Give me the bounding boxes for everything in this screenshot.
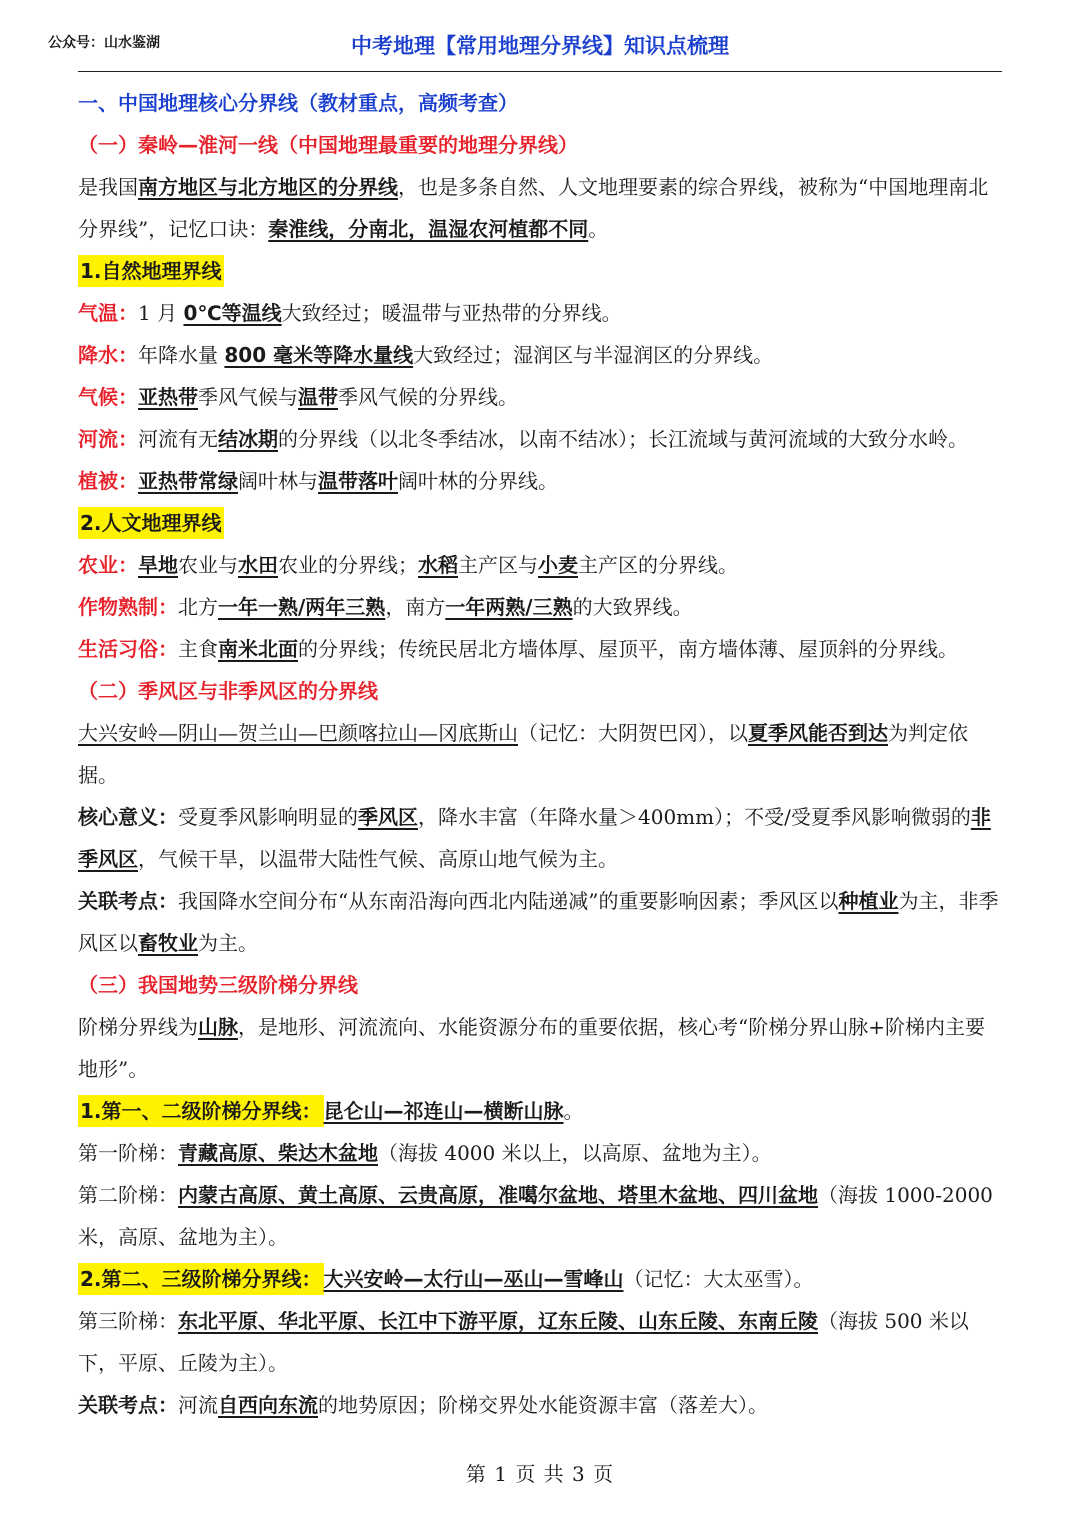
natural-heading: 1.自然地理界线 — [78, 255, 224, 287]
subsection-heading-qinling: （一）秦岭—淮河一线（中国地理最重要的地理分界线） — [78, 133, 578, 157]
key-term: 南方地区与北方地区的分界线 — [138, 175, 398, 199]
item-precipitation: 降水：年降水量 800 毫米等降水量线大致经过；湿润区与半湿润区的分界线。 — [78, 343, 774, 367]
terrain-related: 关联考点：河流自西向东流的地势原因；阶梯交界处水能资源丰富（落差大）。 — [78, 1393, 768, 1417]
item-agriculture: 农业：旱地农业与水田农业的分界线；水稻主产区与小麦主产区的分界线。 — [78, 553, 738, 577]
terrain-intro: 阶梯分界线为山脉，是地形、河流流向、水能资源分布的重要依据，核心考“阶梯分界山脉+阶梯内主要地形”。 — [78, 1015, 985, 1081]
qinling-intro: 是我国南方地区与北方地区的分界线，也是多条自然、人文地理要素的综合界线，被称为“中国地理南北分界线”，记忆口诀：秦淮线，分南北，温湿农河植都不同。 — [78, 175, 989, 241]
terrain-line-2: 2.第二、三级阶梯分界线： 大兴安岭—太行山—巫山—雪峰山（记忆：大太巫雪）。 — [78, 1258, 1002, 1300]
page-number: 第 1 页 共 3 页 — [465, 1462, 615, 1486]
terrain-step-2: 第二阶梯：内蒙古高原、黄土高原、云贵高原，准噶尔盆地、塔里木盆地、四川盆地（海拔 1000-2000 米，高原、盆地为主）。 — [78, 1183, 993, 1249]
item-river: 河流：河流有无结冰期的分界线（以北冬季结冰，以南不结冰）；长江流域与黄河流域的大致分水岭。 — [78, 427, 968, 451]
terrain-step-1: 第一阶梯：青藏高原、柴达木盆地（海拔 4000 米以上，以高原、盆地为主）。 — [78, 1141, 772, 1165]
monsoon-line: 大兴安岭—阴山—贺兰山—巴颜喀拉山—冈底斯山（记忆：大阴贺巴冈），以夏季风能否到达为判定依据。 — [78, 721, 968, 787]
account-label: 公众号：山水鉴湖 — [48, 35, 160, 51]
section-heading-1: 一、中国地理核心分界线（教材重点，高频考查） — [78, 91, 518, 115]
subsection-heading-monsoon: （二）季风区与非季风区的分界线 — [78, 679, 378, 703]
page-title: 中考地理【常用地理分界线】知识点梳理 — [351, 34, 729, 58]
item-lifestyle: 生活习俗：主食南米北面的分界线；传统民居北方墙体厚、屋顶平，南方墙体薄、屋顶斜的分界线。 — [78, 637, 958, 661]
monsoon-related: 关联考点：我国降水空间分布“从东南沿海向西北内陆递减”的重要影响因素；季风区以种植业为主，非季风区以畜牧业为主。 — [78, 889, 999, 955]
terrain-line-1: 1.第一、二级阶梯分界线： 昆仑山—祁连山—横断山脉。 — [78, 1090, 1002, 1132]
human-heading-row — [78, 502, 1002, 544]
item-crop-system: 作物熟制：北方一年一熟/两年三熟，南方一年两熟/三熟的大致界线。 — [78, 595, 693, 619]
monsoon-core: 核心意义：受夏季风影响明显的季风区，降水丰富（年降水量＞400mm）；不受/受夏季风影响微弱的非季风区，气候干旱，以温带大陆性气候、高原山地气候为主。 — [78, 805, 991, 871]
header-divider — [78, 71, 1002, 72]
item-temperature: 气温：1 月 0℃等温线大致经过；暖温带与亚热带的分界线。 — [78, 301, 622, 325]
item-vegetation: 植被：亚热带常绿阔叶林与温带落叶阔叶林的分界线。 — [78, 469, 558, 493]
item-climate: 气候：亚热带季风气候与温带季风气候的分界线。 — [78, 385, 518, 409]
subsection-heading-terrain: （三）我国地势三级阶梯分界线 — [78, 973, 358, 997]
terrain-step-3: 第三阶梯：东北平原、华北平原、长江中下游平原，辽东丘陵、山东丘陵、东南丘陵（海拔 500 米以下，平原、丘陵为主）。 — [78, 1309, 969, 1375]
natural-heading-row — [78, 250, 1002, 292]
key-term: 秦淮线，分南北，温湿农河植都不同 — [268, 217, 589, 241]
human-heading: 2.人文地理界线 — [78, 507, 224, 539]
document-body — [78, 82, 1002, 1426]
